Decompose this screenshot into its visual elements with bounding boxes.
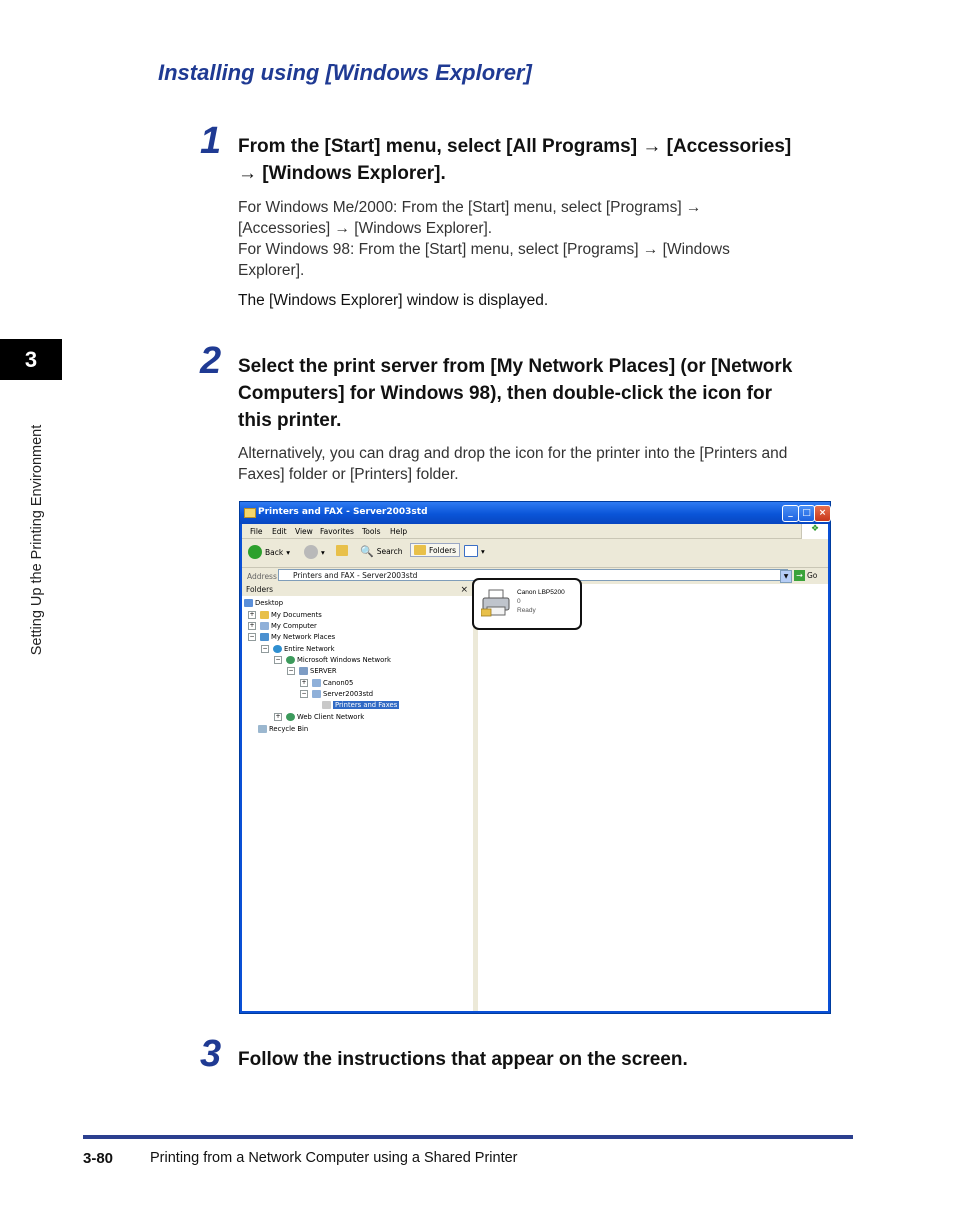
menu-tools[interactable]: Tools	[362, 527, 381, 536]
windows-logo-icon: ❖	[801, 524, 828, 539]
network-icon	[286, 656, 295, 664]
step-2-heading-line: Select the print server from [My Network Places] (or [Network	[238, 356, 793, 377]
tree-label: My Computer	[271, 622, 317, 630]
close-pane-icon[interactable]: ×	[460, 585, 468, 595]
tree-label: My Documents	[271, 611, 322, 619]
search-button[interactable]	[360, 545, 402, 558]
step-1-body	[238, 197, 853, 281]
computer-icon	[312, 679, 321, 687]
tree-item-web-client-network[interactable]	[274, 713, 364, 721]
content-pane	[478, 584, 828, 1011]
up-folder-icon	[336, 545, 348, 556]
step-2-heading-line: Computers] for Windows 98), then double-click the icon for	[238, 383, 772, 404]
chapter-tab: 3	[0, 339, 62, 380]
forward-button[interactable]: ▾	[304, 545, 325, 559]
address-dropdown-button[interactable]: ▼	[780, 570, 792, 583]
folders-label: Folders	[429, 545, 457, 555]
step-3-heading: Follow the instructions that appear on the screen.	[238, 1049, 688, 1070]
search-label: Search	[376, 547, 403, 556]
go-label: Go	[807, 571, 818, 580]
folders-button[interactable]	[410, 543, 460, 557]
views-button[interactable]: ▾	[464, 545, 485, 557]
back-arrow-icon	[248, 545, 262, 559]
minimize-button[interactable]: _	[782, 505, 799, 522]
computer-icon	[312, 690, 321, 698]
tree-label: My Network Places	[271, 633, 336, 641]
menu-file[interactable]: File	[250, 527, 263, 536]
page-number: 3-80	[83, 1150, 114, 1167]
collapse-icon[interactable]: −	[262, 645, 268, 652]
step-1-heading-line1: From the [Start] menu, select [All Programs] → [Accessories]	[238, 136, 792, 157]
folders-pane-title: Folders	[246, 585, 274, 594]
network-places-icon	[260, 633, 269, 641]
desktop-icon	[244, 599, 253, 607]
folders-pane	[242, 584, 476, 1011]
step-1-body-line: [Accessories] → [Windows Explorer].	[238, 220, 493, 237]
back-label: Back	[265, 547, 284, 557]
tree-item-recycle-bin[interactable]	[258, 725, 308, 733]
step-1-body-line: For Windows Me/2000: From the [Start] menu, select [Programs] →	[238, 199, 702, 216]
section-title: Installing using [Windows Explorer]	[158, 60, 532, 85]
toolbar	[242, 539, 828, 568]
step-2-heading-line: this printer.	[238, 410, 342, 431]
tree-item-my-documents[interactable]	[248, 611, 322, 619]
step-1-result: The [Windows Explorer] window is displayed.	[238, 292, 549, 309]
address-input[interactable]: Printers and FAX - Server2003std	[278, 569, 788, 581]
step-2-heading	[238, 353, 858, 434]
step-1-body-line: For Windows 98: From the [Start] menu, select [Programs] → [Windows	[238, 241, 730, 258]
folder-icon	[244, 508, 256, 518]
tree-item-entire-network[interactable]	[261, 645, 335, 653]
globe-icon	[273, 645, 282, 653]
go-button[interactable]	[794, 570, 817, 581]
network-icon	[286, 713, 295, 721]
step-2-number: 2	[200, 340, 222, 382]
folder-icon	[260, 611, 269, 619]
printer-queue: 0	[517, 598, 521, 605]
step-3-number: 3	[200, 1033, 222, 1075]
computer-icon	[260, 622, 269, 630]
tree-label: Entire Network	[284, 645, 335, 653]
tree-label: Web Client Network	[297, 713, 365, 721]
printer-name: Canon LBP5200	[517, 589, 565, 596]
tree-item-my-computer[interactable]	[248, 622, 317, 630]
tree-item-my-network-places[interactable]	[248, 633, 335, 641]
expand-icon[interactable]: +	[249, 611, 255, 618]
recycle-bin-icon	[258, 725, 267, 733]
step-2-body-line: Alternatively, you can drag and drop the icon for the printer into the [Printers and	[238, 445, 788, 462]
workgroup-icon	[299, 667, 308, 675]
step-1-heading-line2: → [Windows Explorer].	[238, 163, 446, 184]
tree-item-printers-and-faxes[interactable]	[322, 701, 399, 709]
tree-label: Canon05	[323, 679, 354, 687]
footer-rule	[83, 1135, 853, 1139]
go-arrow-icon: →	[794, 570, 805, 581]
tree-label: Recycle Bin	[269, 725, 309, 733]
expand-icon[interactable]: +	[301, 679, 307, 686]
up-folder-button[interactable]	[336, 545, 348, 556]
step-2-body-line: Faxes] folder or [Printers] folder.	[238, 466, 459, 483]
collapse-icon[interactable]: −	[275, 656, 281, 663]
step-1-number: 1	[200, 120, 222, 162]
tree-label: Desktop	[255, 599, 284, 607]
menu-view[interactable]: View	[295, 527, 313, 536]
expand-icon[interactable]: +	[275, 713, 281, 720]
menu-favorites[interactable]: Favorites	[320, 527, 354, 536]
tree-label: Server2003std	[323, 690, 374, 698]
tree-item-server[interactable]	[287, 667, 337, 675]
maximize-button[interactable]: □	[798, 505, 815, 522]
chapter-side-title: Setting Up the Printing Environment	[29, 424, 45, 656]
collapse-icon[interactable]: −	[301, 690, 307, 697]
footer-title: Printing from a Network Computer using a Shared Printer	[150, 1150, 518, 1166]
menu-edit[interactable]: Edit	[272, 527, 287, 536]
collapse-icon[interactable]: −	[249, 633, 255, 640]
close-button[interactable]: ×	[814, 505, 831, 522]
menu-bar	[242, 524, 828, 539]
tree-item-microsoft-windows-network[interactable]	[274, 656, 391, 664]
tree-label: SERVER	[310, 667, 337, 675]
window-title: Printers and FAX - Server2003std	[258, 507, 428, 517]
tree-item-server2003std[interactable]	[300, 690, 373, 698]
collapse-icon[interactable]: −	[288, 667, 294, 674]
search-icon: 🔍	[360, 545, 374, 558]
printer-folder-icon	[322, 701, 331, 709]
expand-icon[interactable]: +	[249, 622, 255, 629]
printer-details	[517, 588, 565, 615]
tree-label: Microsoft Windows Network	[297, 656, 391, 664]
tree-item-desktop[interactable]	[244, 599, 283, 607]
folders-pane-header	[242, 584, 473, 596]
tree-item-canon05[interactable]	[300, 679, 353, 687]
step-1-heading	[238, 133, 858, 187]
printer-status: Ready	[517, 607, 536, 614]
step-1-body-line: Explorer].	[238, 262, 305, 279]
address-label: Address	[247, 572, 277, 581]
printer-icon	[481, 589, 511, 617]
printer-item-callout[interactable]	[472, 578, 582, 630]
window-titlebar	[240, 502, 830, 524]
step-2-body	[238, 443, 853, 485]
tree-label-selected: Printers and Faxes	[335, 701, 398, 709]
views-icon	[464, 545, 478, 557]
forward-arrow-icon	[304, 545, 318, 559]
back-button[interactable]: Back ▾	[248, 545, 290, 559]
menu-help[interactable]: Help	[390, 527, 408, 536]
folders-icon	[414, 545, 426, 555]
